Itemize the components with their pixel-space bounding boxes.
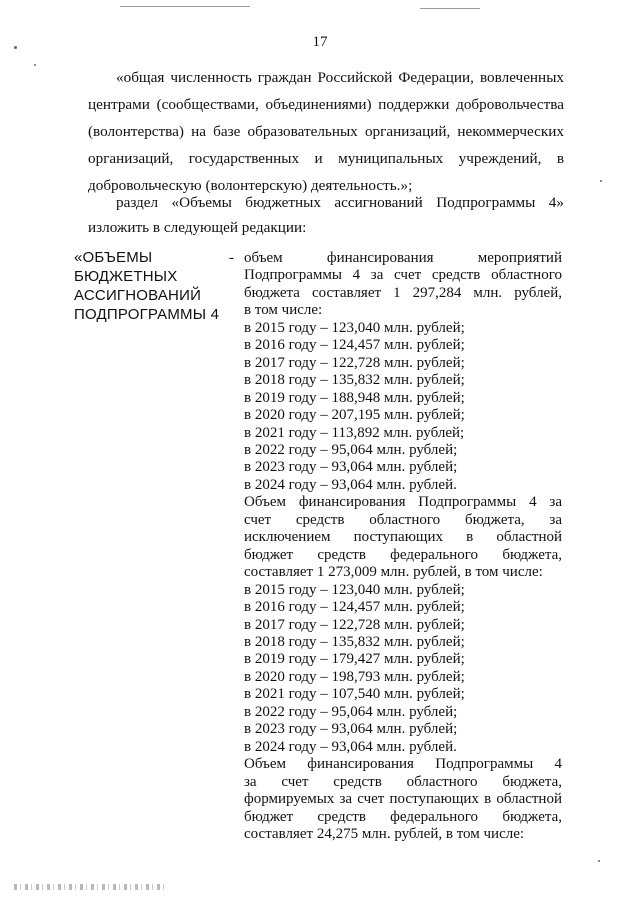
table-left-heading (74, 248, 229, 324)
text-line: раздел «Объемы бюджетных ассигнований Подпрограммы 4» (116, 194, 564, 211)
text-line: «общая численность граждан Российской Федерации, вовлеченных (116, 69, 564, 86)
table-right-line: бюджета составляет 1 297,284 млн. рублей, (244, 284, 562, 301)
heading-line: БЮДЖЕТНЫХ (74, 268, 178, 285)
table-right-line: в 2018 году – 135,832 млн. рублей; (244, 633, 465, 650)
heading-line: АССИГНОВАНИЙ (74, 287, 202, 304)
table-right-line: в 2021 году – 113,892 млн. рублей; (244, 424, 465, 441)
page-number: 17 (312, 34, 328, 50)
table-right-line: в 2024 году – 93,064 млн. рублей. (244, 476, 457, 493)
text-line: добровольческую (волонтерскую) деятельность.»; (88, 177, 413, 194)
scan-line (420, 8, 480, 9)
table-right-line: Объем финансирования Подпрограммы 4 за (244, 494, 562, 511)
text-line: (волонтерства) на базе образовательных организаций, некоммерческих (88, 123, 564, 140)
table-right-line: в 2019 году – 188,948 млн. рублей; (244, 389, 465, 406)
paragraph-section-instruction (88, 190, 564, 240)
table-right-line: в 2015 году – 123,040 млн. рублей; (244, 319, 465, 336)
table-dash: - (229, 250, 234, 266)
scan-dot (600, 180, 602, 182)
paragraph-indicator-text (88, 64, 564, 199)
scan-footer-noise (14, 884, 164, 890)
table-right-content (244, 250, 562, 843)
heading-line: ПОДПРОГРАММЫ 4 (74, 306, 220, 323)
table-right-line: в 2017 году – 122,728 млн. рублей; (244, 354, 465, 371)
text-line: центрами (сообществами, объединениями) поддержки добровольчества (88, 96, 564, 113)
table-right-line: в 2016 году – 124,457 млн. рублей; (244, 599, 465, 616)
table-right-line: в 2023 году – 93,064 млн. рублей; (244, 459, 458, 476)
table-right-line: в 2015 году – 123,040 млн. рублей; (244, 581, 465, 598)
table-right-line: Подпрограммы 4 за счет средств областного (244, 267, 562, 284)
table-right-line: бюджет средств федерального бюджета, (244, 808, 562, 825)
table-right-line: объем финансирования мероприятий (244, 250, 562, 266)
table-right-line: счет средств областного бюджета, за (244, 511, 562, 528)
scan-dot (598, 860, 600, 862)
table-right-line: в 2017 году – 122,728 млн. рублей; (244, 616, 465, 633)
scan-dot (14, 46, 17, 49)
text-line: организаций, государственных и муниципальных учреждений, в (88, 150, 564, 167)
table-right-line: Объем финансирования Подпрограммы 4 (244, 756, 562, 773)
table-right-line: в 2021 году – 107,540 млн. рублей; (244, 686, 465, 703)
table-right-line: в 2022 году – 95,064 млн. рублей; (244, 703, 458, 720)
table-right-line: составляет 1 273,009 млн. рублей, в том числе: (244, 564, 543, 581)
table-right-line: в 2020 году – 207,195 млн. рублей; (244, 407, 465, 424)
table-right-line: в 2020 году – 198,793 млн. рублей; (244, 668, 465, 685)
table-right-line: составляет 24,275 млн. рублей, в том числе: (244, 825, 525, 842)
table-right-line: в 2022 году – 95,064 млн. рублей; (244, 441, 458, 458)
heading-line: «ОБЪЕМЫ (74, 249, 153, 266)
table-right-line: в 2016 году – 124,457 млн. рублей; (244, 337, 465, 354)
table-right-line: в том числе: (244, 302, 323, 319)
scan-line (120, 6, 250, 7)
table-right-line: формируемых за счет поступающих в областной (244, 791, 562, 808)
table-right-line: в 2018 году – 135,832 млн. рублей; (244, 372, 465, 389)
table-right-line: исключением поступающих в областной (244, 529, 562, 546)
table-right-line: бюджет средств федерального бюджета, (244, 546, 562, 563)
scan-dot (34, 64, 36, 66)
table-right-line: в 2019 году – 179,427 млн. рублей; (244, 651, 465, 668)
table-right-line: в 2024 году – 93,064 млн. рублей. (244, 738, 457, 755)
table-right-line: в 2023 году – 93,064 млн. рублей; (244, 721, 458, 738)
table-right-line: за счет средств областного бюджета, (244, 773, 562, 790)
text-line: изложить в следующей редакции: (88, 219, 307, 236)
